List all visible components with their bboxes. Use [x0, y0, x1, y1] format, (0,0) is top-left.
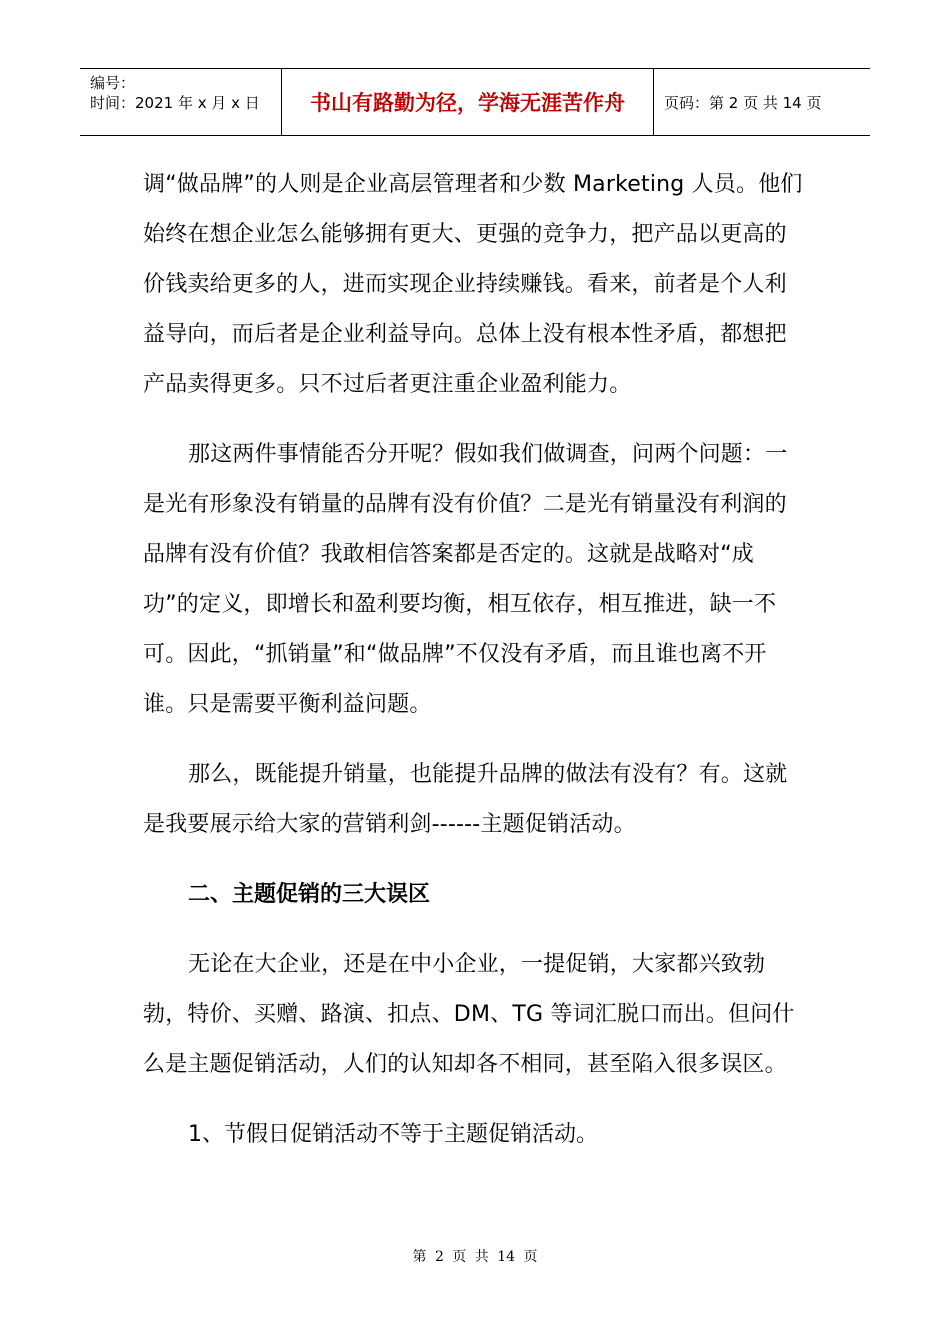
page-footer: 第 2 页 共 14 页 [412, 1249, 538, 1265]
document-number-label: 编号： [90, 74, 136, 92]
document-body [143, 160, 803, 1180]
paragraph: 那么，既能提升销量，也能提升品牌的做法有没有？有。这就是我要展示给大家的营销利剑------主题促销活动。 [143, 762, 788, 837]
section-heading: 二、主题促销的三大误区 [188, 882, 431, 907]
paragraph: 调“做品牌”的人则是企业高层管理者和少数 Marketing 人员。他们始终在想企业怎么能够拥有更大、更强的竞争力，把产品以更高的价钱卖给更多的人，进而实现企业持续赚钱。看来，前者是个人利益导向，而后者是企业利益导向。总体上没有根本性矛盾，都想把产品卖得更多。只不过后者更注重企业盈利能力。 [143, 172, 803, 397]
list-item: 1、节假日促销活动不等于主题促销活动。 [188, 1122, 598, 1147]
header-page-info: 页码：第 2 页 共 14 页 [664, 93, 822, 112]
page-header [80, 68, 870, 136]
paragraph: 那这两件事情能否分开呢？假如我们做调查，问两个问题：一是光有形象没有销量的品牌有没有价值？二是光有销量没有利润的品牌有没有价值？我敢相信答案都是否定的。这就是战略对“成功”的定义，即增长和盈利要均衡，相互依存，相互推进，缺一不可。因此，“抓销量”和“做品牌”不仅没有矛盾，而且谁也离不开谁。只是需要平衡利益问题。 [143, 442, 788, 717]
document-date-label: 时间：2021 年 x 月 x 日 [90, 94, 260, 112]
header-motto: 书山有路勤为径，学海无涯苦作舟 [282, 69, 654, 135]
header-meta [80, 69, 282, 135]
paragraph: 无论在大企业，还是在中小企业，一提促销，大家都兴致勃勃，特价、买赠、路演、扣点、DM、TG 等词汇脱口而出。但问什么是主题促销活动，人们的认知却各不相同，甚至陷入很多误区。 [143, 952, 795, 1077]
